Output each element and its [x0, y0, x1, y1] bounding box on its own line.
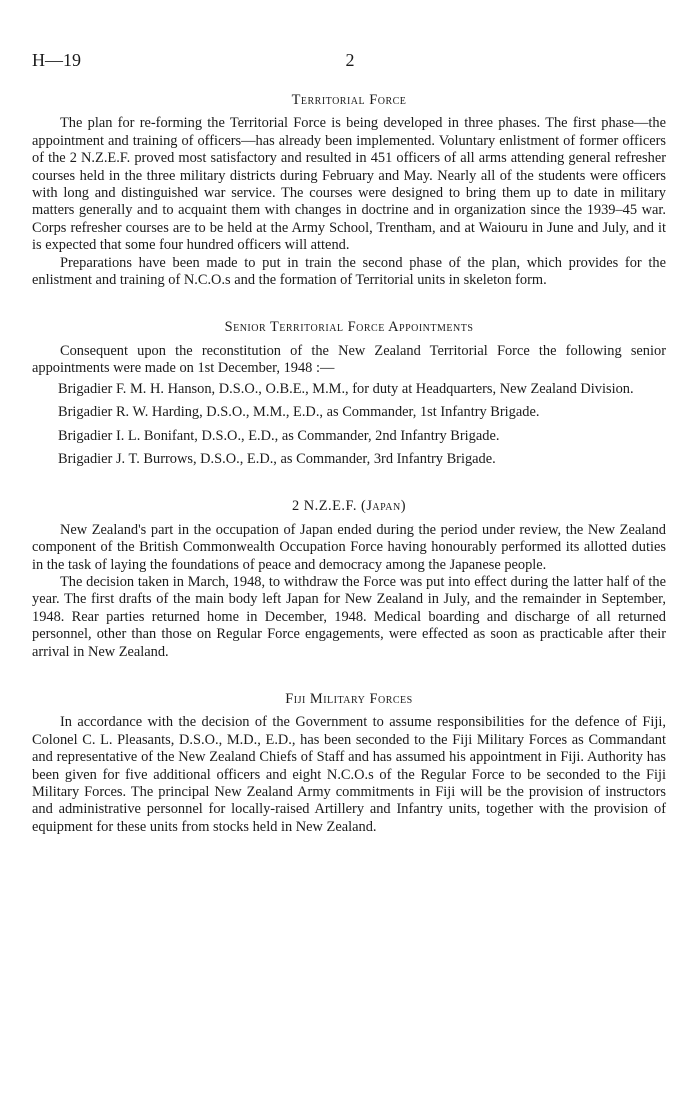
section-heading-territorial-force: Territorial Force [291, 92, 407, 108]
appointment-item: Brigadier J. T. Burrows, D.S.O., E.D., as Commander, 3rd Infantry Brigade. [58, 450, 496, 467]
paragraph: Preparations have been made to put in train the second phase of the plan, which provides for the enlistment and training of N.C.O.s and the formation of Territorial units in skeleton form. [32, 254, 666, 289]
appointments-list [32, 381, 666, 469]
document-id: H—19 [32, 50, 81, 70]
appointment-item: Brigadier F. M. H. Hanson, D.S.O., O.B.E., M.M., for duty at Headquarters, New Zealand Division. [58, 380, 634, 397]
paragraph: The decision taken in March, 1948, to withdraw the Force was put into effect during the latter half of the year. The first drafts of the main body left Japan for New Zealand in July, and the remainder in September, 1948. Rear parties returned home in December, 1948. Medical boarding and discharge of all returned personnel, other than those on Regular Force engagements, were effected as soon as practicable after their arrival in New Zealand. [32, 573, 666, 660]
appointment-item: Brigadier I. L. Bonifant, D.S.O., E.D., as Commander, 2nd Infantry Brigade. [58, 427, 500, 444]
section-heading-fiji-military-forces: Fiji Military Forces [285, 690, 413, 707]
section-heading-nzef-japan: 2 N.Z.E.F. (Japan) [291, 498, 407, 515]
paragraph: In accordance with the decision of the Government to assume responsibilities for the defence of Fiji, Colonel C. L. Pleasants, D.S.O., M.D., E.D., has been seconded to the Fiji Military Forces as Commandant and representative of the New Zealand Chiefs of Staff and has assumed his appointment in Fiji. Authority has been given for five additional officers and eight N.C.O.s of the Regular Force to be seconded to the Fiji Military Forces. The principal New Zealand Army commitments in Fiji will be the provision of instructors and administrative personnel for locally-raised Artillery and Infantry units, together with the provision of equipment for these units from stocks held in New Zealand. [32, 714, 666, 835]
paragraph: Consequent upon the reconstitution of the New Zealand Territorial Force the following senior appointments were made on 1st December, 1948 :— [32, 342, 666, 377]
section-heading-senior-appointments: Senior Territorial Force Appointments [224, 319, 474, 336]
appointment-item: Brigadier R. W. Harding, D.S.O., M.M., E.D., as Commander, 1st Infantry Brigade. [58, 404, 540, 421]
page-number: 2 [345, 50, 355, 70]
page-body [32, 92, 666, 836]
paragraph: New Zealand's part in the occupation of Japan ended during the period under review, the New Zealand component of the British Commonwealth Occupation Force having honourably performed its allotted duties in the task of laying the foundations of peace and democracy among the Japanese people. [32, 521, 666, 573]
page-header [32, 50, 668, 74]
paragraph: The plan for re-forming the Territorial Force is being developed in three phases. The first phase—the appointment and training of officers—has already been implemented. Voluntary enlistment of former officers of the 2 N.Z.E.F. proved most satisfactory and resulted in 451 officers of all arms attending general refresher courses held in the three military districts during February and May. Nearly all of the students were officers with long and distinguished war service. The courses were designed to bring them up to date in military matters generally and to acquaint them with changes in doctrine and in organization since the 1939–45 war. Corps refresher courses are to be held at the Army School, Trentham, and at Waiouru in June and July, and it is expected that some four hundred officers will attend. [32, 115, 666, 254]
